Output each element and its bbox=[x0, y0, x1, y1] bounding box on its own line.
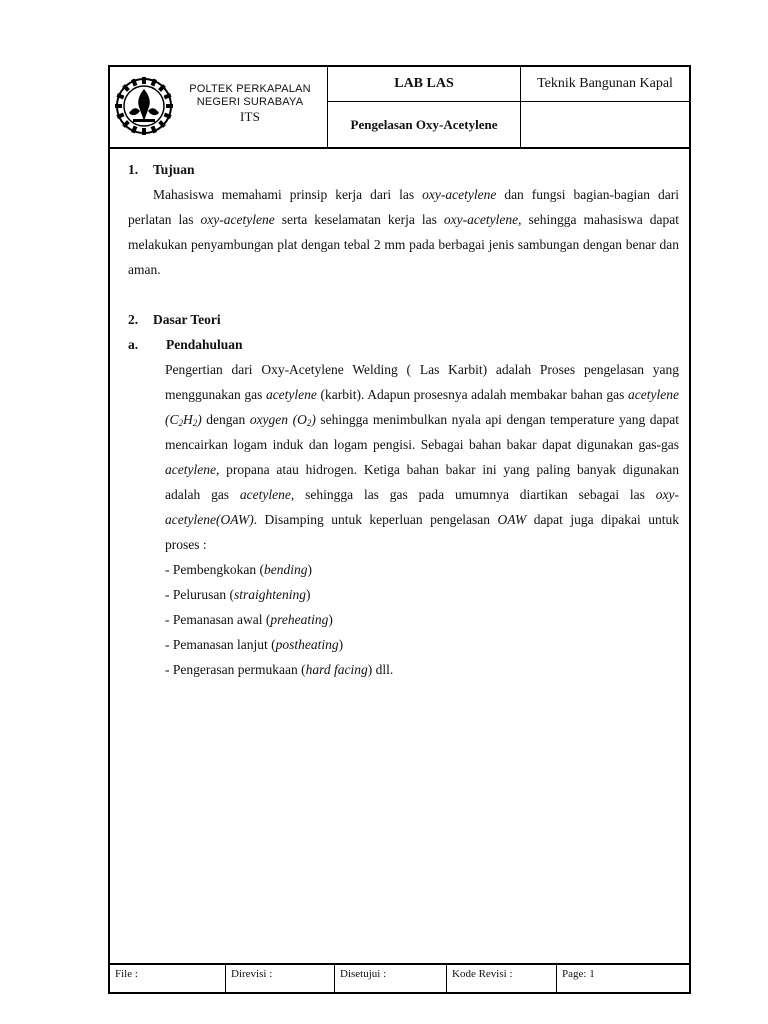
document-footer bbox=[110, 963, 689, 992]
section-title: Tujuan bbox=[153, 162, 195, 177]
text-run: - Pemanasan awal ( bbox=[165, 612, 271, 627]
text-run-italic: acetylene bbox=[165, 462, 216, 477]
text-run-italic: oxy- acetylene(OAW) bbox=[165, 487, 679, 527]
text-run: ) bbox=[328, 612, 333, 627]
subscript: 2 bbox=[306, 418, 312, 428]
footer-file: File : bbox=[110, 965, 226, 992]
institution-cell bbox=[110, 67, 328, 147]
footer-disetujui: Disetujui : bbox=[335, 965, 447, 992]
section-heading-tujuan bbox=[128, 157, 679, 182]
pendahuluan-paragraph bbox=[165, 357, 679, 557]
department-name: Teknik Bangunan Kapal bbox=[521, 67, 689, 102]
subsection-number: a. bbox=[128, 337, 139, 352]
text-run: , propana atau hidrogen. Ketiga bahan bakar ini yang paling banyak digunakan adalah gas bbox=[165, 462, 679, 502]
footer-page-number: Page: 1 bbox=[562, 968, 595, 980]
list-item bbox=[165, 557, 679, 582]
text-run: ) bbox=[338, 637, 344, 652]
text-run: oxygen (O bbox=[249, 412, 307, 427]
institution-line3: ITS bbox=[239, 109, 261, 124]
text-run-italic: oxy-acetylene bbox=[200, 212, 275, 227]
text-run: ) bbox=[311, 412, 316, 427]
topic-title: Pengelasan Oxy-Acetylene bbox=[328, 102, 521, 147]
its-emblem-logo bbox=[115, 77, 173, 135]
section-heading-dasar-teori bbox=[128, 307, 679, 332]
text-run-italic: straightening bbox=[233, 587, 306, 602]
list-item bbox=[165, 607, 679, 632]
text-run-italic: oxy-acetylene bbox=[422, 187, 497, 202]
institution-line1: POLTEK PERKAPALAN bbox=[189, 83, 311, 95]
text-run: acetylene (C bbox=[165, 387, 679, 427]
section-number: 2. bbox=[128, 312, 139, 327]
institution-line2: NEGERI SURABAYA bbox=[196, 96, 304, 108]
footer-kode-revisi: Kode Revisi : bbox=[447, 965, 557, 992]
text-run: sehingga menimbulkan nyala api dengan temperature yang dapat mencairkan logam induk dan logam pengisi. Sebagai bahan bakar dapat digunakan gas-gas bbox=[165, 412, 679, 452]
subsection-title: Pendahuluan bbox=[166, 337, 243, 352]
document-body bbox=[128, 157, 679, 682]
text-run: ) bbox=[306, 587, 311, 602]
text-run: serta keselamatan kerja las bbox=[274, 212, 444, 227]
text-run-italic: OAW bbox=[497, 512, 527, 527]
text-run: . Disamping untuk keperluan pengelasan bbox=[253, 512, 498, 527]
text-run-italic: acetylene bbox=[239, 487, 291, 502]
list-item bbox=[165, 582, 679, 607]
text-run-italic bbox=[250, 412, 316, 427]
tujuan-paragraph bbox=[128, 182, 679, 282]
text-run: H bbox=[183, 412, 193, 427]
subscript: 2 bbox=[178, 418, 183, 428]
document-frame bbox=[108, 65, 691, 994]
text-run: Pengertian dari Oxy-Acetylene Welding ( Las Karbit) adalah Proses pengelasan yang menggunakan gas bbox=[165, 362, 679, 402]
text-run: dan fungsi bagian-bagian dari perlatan las bbox=[128, 187, 679, 227]
text-run: , sehingga mahasiswa dapat melakukan penyambungan plat dengan tebal 2 mm pada berbagai jenis sambungan dengan benar dan aman. bbox=[128, 212, 679, 277]
section-number: 1. bbox=[128, 162, 139, 177]
text-run: ) bbox=[307, 562, 312, 577]
text-run-italic: hard facing bbox=[305, 662, 368, 677]
text-run: ) bbox=[197, 412, 202, 427]
text-run-italic: bending bbox=[263, 562, 308, 577]
text-run: - Pembengkokan ( bbox=[165, 562, 264, 577]
subsection-heading-pendahuluan bbox=[128, 332, 679, 357]
subscript: 2 bbox=[192, 418, 198, 428]
text-run: - Pemanasan lanjut ( bbox=[165, 637, 276, 652]
document-header bbox=[110, 67, 689, 149]
text-run: Mahasiswa memahami prinsip kerja dari las bbox=[153, 187, 423, 202]
text-run: - Pelurusan ( bbox=[165, 587, 234, 602]
text-run-italic: preheating bbox=[270, 612, 329, 627]
text-run: dengan bbox=[201, 412, 250, 427]
list-item bbox=[165, 632, 679, 657]
text-run: - Pengerasan permukaan ( bbox=[165, 662, 306, 677]
text-run: (karbit). Adapun prosesnya adalah membakar bahan gas bbox=[316, 387, 629, 402]
text-run: ) dll. bbox=[367, 662, 394, 677]
institution-name bbox=[175, 83, 325, 123]
text-run-italic: oxy-acetylene bbox=[443, 212, 519, 227]
blank-header-cell bbox=[521, 102, 689, 147]
list-item bbox=[165, 657, 679, 682]
lab-name: LAB LAS bbox=[328, 67, 521, 102]
text-run: dapat juga dipakai untuk proses : bbox=[165, 512, 679, 552]
text-run-italic: acetylene bbox=[265, 387, 317, 402]
section-title: Dasar Teori bbox=[153, 312, 221, 327]
footer-direvisi: Direvisi : bbox=[226, 965, 335, 992]
text-run: , sehingga las gas pada umumnya diartikan sebagai las bbox=[290, 487, 656, 502]
pendahuluan-content bbox=[165, 357, 679, 682]
text-run-italic: postheating bbox=[275, 637, 339, 652]
